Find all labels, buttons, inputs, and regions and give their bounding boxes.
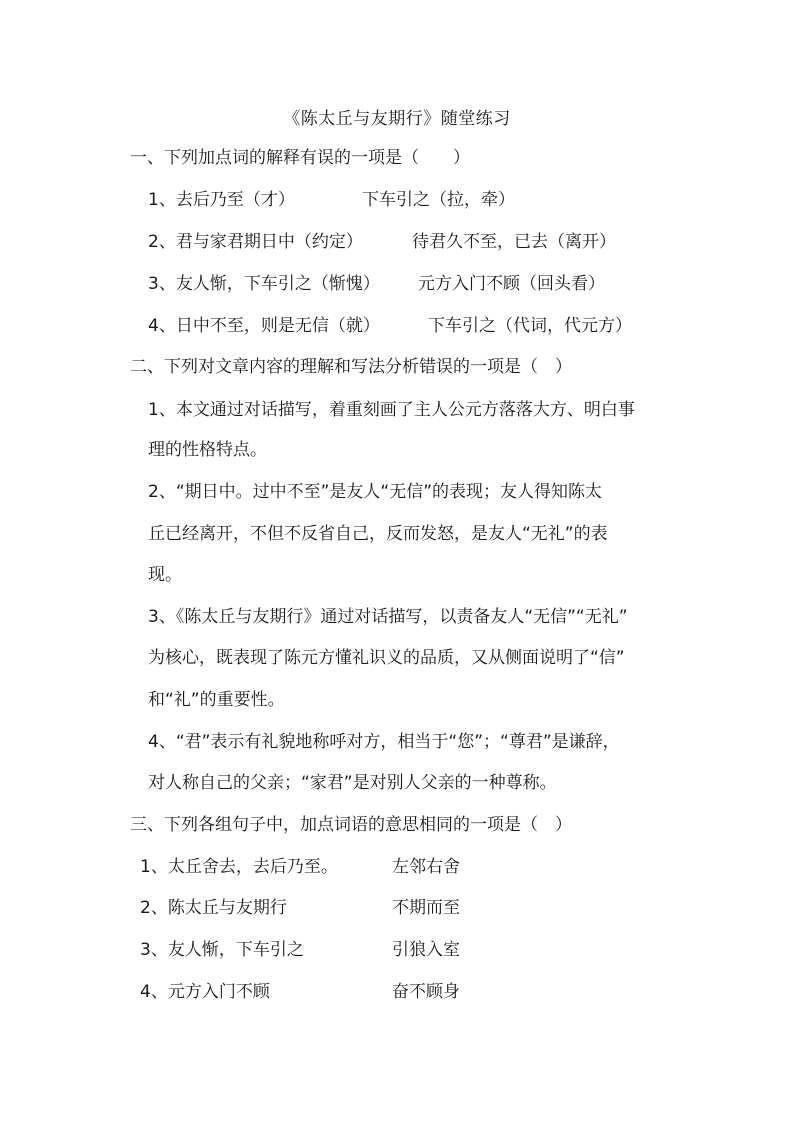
option-right: 不期而至	[392, 898, 460, 918]
question-1-heading: 一、下列加点词的解释有误的一项是（ ）	[130, 148, 470, 168]
question-2-option-2-line-1: 2、“期日中。过中不至”是友人“无信”的表现；友人得知陈太	[148, 482, 603, 502]
option-right: 元方入门不顾（回头看）	[418, 274, 605, 294]
option-right: 下车引之（代词，代元方）	[428, 316, 632, 336]
question-2-option-3-line-2: 为核心，既表现了陈元方懂礼识义的品质，又从侧面说明了“信”	[148, 648, 625, 668]
option-right: 左邻右舍	[392, 857, 460, 877]
question-2-option-2-line-3: 现。	[148, 565, 182, 585]
option-left: 4、日中不至，则是无信（就）	[148, 316, 380, 336]
option-left: 3、友人惭，下车引之（惭愧）	[148, 274, 380, 294]
question-1-option-3	[148, 272, 605, 296]
option-right: 待君久不至，已去（离开）	[412, 232, 616, 252]
option-right: 奋不顾身	[392, 982, 460, 1002]
question-2-option-3-line-3: 和“礼”的重要性。	[148, 690, 285, 710]
question-3-option-1	[140, 855, 460, 879]
option-left: 2、陈太丘与友期行	[140, 898, 287, 918]
question-2-option-4-line-2: 对人称自己的父亲；“家君”是对别人父亲的一种尊称。	[148, 773, 557, 793]
question-1-option-1	[148, 188, 515, 212]
question-2-option-1-line-2: 理的性格特点。	[148, 440, 267, 460]
option-left: 1、太丘舍去，去后乃至。	[140, 857, 338, 877]
question-2-option-4-line-1: 4、“君”表示有礼貌地称呼对方，相当于“您”；“尊君”是谦辞，	[148, 732, 620, 752]
question-3-option-2	[140, 896, 460, 920]
question-3-option-3	[140, 938, 460, 962]
option-left: 4、元方入门不顾	[140, 982, 270, 1002]
question-2-option-2-line-2: 丘已经离开，不但不反省自己，反而发怒，是友人“无礼”的表	[148, 524, 608, 544]
question-1-option-2	[148, 230, 616, 254]
worksheet-title: 《陈太丘与友期行》随堂练习	[283, 109, 511, 129]
question-2-option-3-line-1: 3、《陈太丘与友期行》通过对话描写，以责备友人“无信”“无礼”	[148, 607, 628, 627]
question-1-option-4	[148, 314, 632, 338]
question-2-option-1-line-1: 1、本文通过对话描写，着重刻画了主人公元方落落大方、明白事	[148, 400, 635, 420]
option-left: 1、去后乃至（才）	[148, 190, 295, 210]
option-left: 2、君与家君期日中（约定）	[148, 232, 363, 252]
question-3-option-4	[140, 980, 460, 1004]
option-left: 3、友人惭，下车引之	[140, 940, 304, 960]
question-3-heading: 三、下列各组句子中，加点词语的意思相同的一项是（ ）	[130, 815, 572, 835]
option-right: 下车引之（拉，牵）	[362, 190, 515, 210]
option-right: 引狼入室	[392, 940, 460, 960]
question-2-heading: 二、下列对文章内容的理解和写法分析错误的一项是（ ）	[130, 357, 572, 377]
